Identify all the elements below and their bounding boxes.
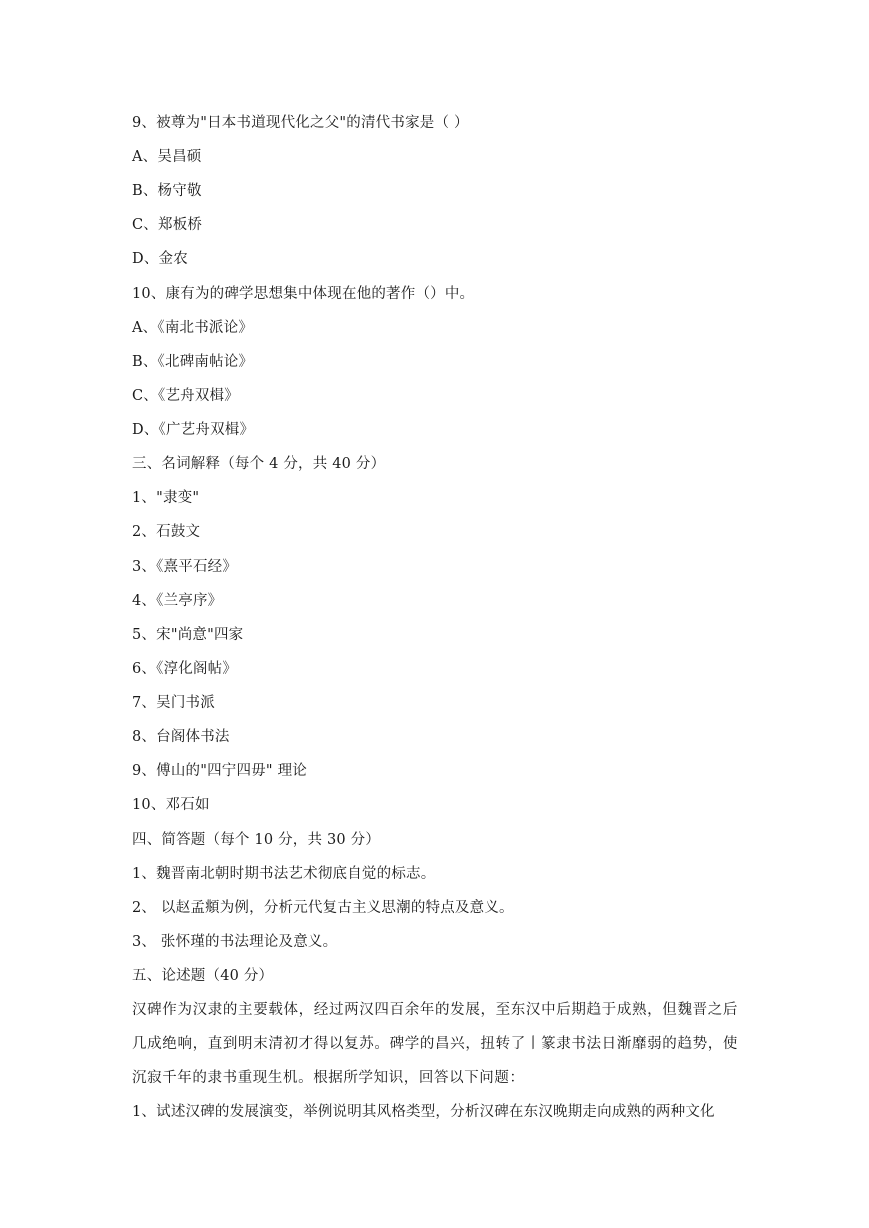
short-answer-item: 1、魏晋南北朝时期书法艺术彻底自觉的标志。 <box>132 866 436 882</box>
question-9-option-c: C、郑板桥 <box>132 217 203 233</box>
question-10-option-c: C、《艺舟双楫》 <box>132 388 239 404</box>
term-item: 4、《兰亭序》 <box>132 593 223 609</box>
question-10-stem: 10、康有为的碑学思想集中体现在他的著作（）中。 <box>132 286 475 302</box>
question-10-option-d: D、《广艺舟双楫》 <box>132 422 255 438</box>
essay-question-1: 1、试述汉碑的发展演变，举例说明其风格类型，分析汉碑在东汉晚期走向成熟的两种文化 <box>132 1104 715 1120</box>
term-item: 3、《熹平石经》 <box>132 559 238 575</box>
question-9-option-d: D、金农 <box>132 251 188 267</box>
question-9-option-b: B、杨守敬 <box>132 183 202 199</box>
term-item: 9、傅山的"四宁四毋" 理论 <box>132 763 307 779</box>
term-item: 1、"隶变" <box>132 490 200 506</box>
question-9-option-a: A、吴昌硕 <box>132 149 202 165</box>
question-9-stem: 9、被尊为"日本书道现代化之父"的清代书家是（ ） <box>132 115 469 131</box>
essay-passage: 汉碑作为汉隶的主要载体，经过两汉四百余年的发展，至东汉中后期趋于成熟，但魏晋之后几成绝响，直到明末清初才得以复苏。碑学的昌兴，扭转了丨篆隶书法日渐靡弱的趋势，使沉寂千年的隶书重现生机。根据所学知识，回答以下问题： <box>132 1002 738 1086</box>
section-5-heading: 五、论述题（40 分） <box>132 968 274 984</box>
question-10-option-a: A、《南北书派论》 <box>132 320 254 336</box>
term-item: 6、《淳化阁帖》 <box>132 661 238 677</box>
term-item: 10、邓石如 <box>132 797 210 813</box>
section-3-heading: 三、名词解释（每个 4 分，共 40 分） <box>132 456 386 472</box>
term-item: 7、吴门书派 <box>132 695 215 711</box>
term-item: 8、台阁体书法 <box>132 729 230 745</box>
term-item: 5、宋"尚意"四家 <box>132 627 244 643</box>
section-4-heading: 四、简答题（每个 10 分，共 30 分） <box>132 832 381 848</box>
short-answer-item: 2、 以赵孟頫为例，分析元代复古主义思潮的特点及意义。 <box>132 900 514 916</box>
term-item: 2、石鼓文 <box>132 524 201 540</box>
short-answer-item: 3、 张怀瑾的书法理论及意义。 <box>132 934 338 950</box>
question-10-option-b: B、《北碑南帖论》 <box>132 354 254 370</box>
